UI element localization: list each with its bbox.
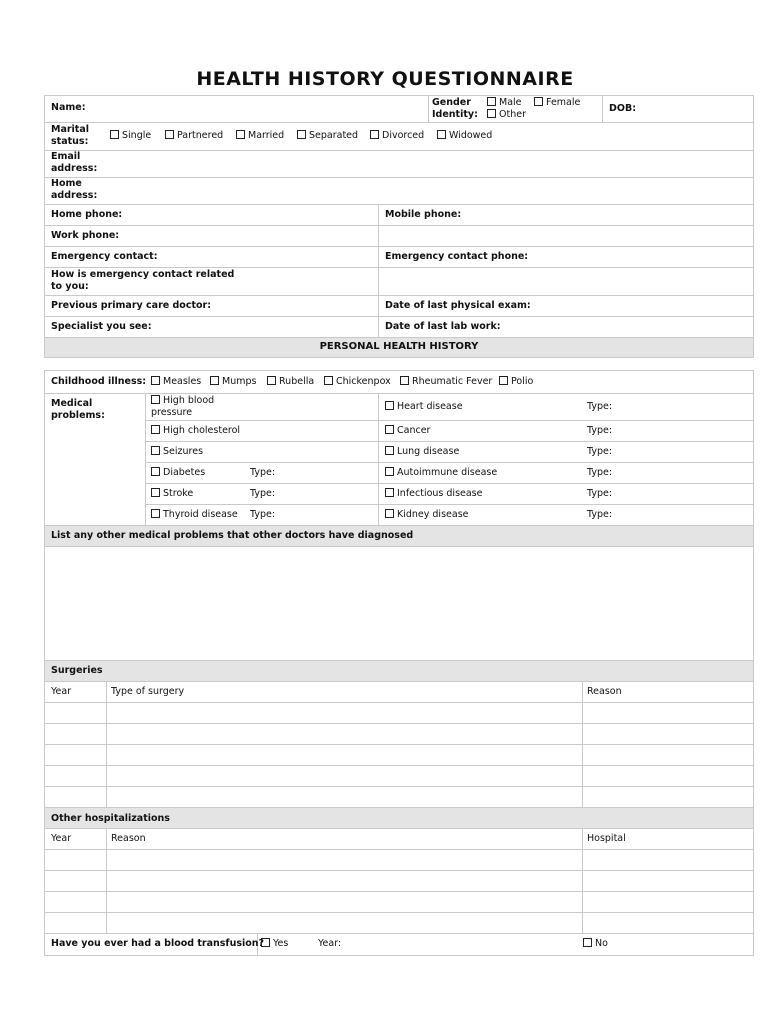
name-label: Name:: [51, 102, 86, 113]
checkbox-icon[interactable]: [151, 446, 160, 455]
childhood-option-rheumatic-fever[interactable]: Rheumatic Fever: [400, 376, 492, 388]
condition-high-blood-pressure-line2: pressure: [151, 407, 193, 418]
emergency-phone-label: Emergency contact phone:: [385, 251, 529, 262]
checkbox-icon[interactable]: [151, 509, 160, 518]
checkbox-icon[interactable]: [385, 467, 394, 476]
condition-cancer[interactable]: Cancer: [385, 425, 430, 437]
emergency-relation-label-2: to you:: [51, 281, 89, 292]
other-problems-label: List any other medical problems that other doctors have diagnosed: [51, 530, 414, 541]
checkbox-icon[interactable]: [165, 130, 174, 139]
kidney-type-label: Type:: [587, 509, 613, 520]
infectious-type-label: Type:: [587, 488, 613, 499]
condition-high-blood-pressure[interactable]: High blood: [151, 395, 214, 407]
surgeries-col-reason: Reason: [587, 686, 622, 697]
transfusion-year-label: Year:: [318, 938, 342, 949]
lung-type-label: Type:: [587, 446, 613, 457]
checkbox-icon[interactable]: [151, 395, 160, 404]
specialist-label: Specialist you see:: [51, 321, 152, 332]
condition-lung-disease[interactable]: Lung disease: [385, 446, 459, 458]
checkbox-icon[interactable]: [210, 376, 219, 385]
childhood-option-chickenpox[interactable]: Chickenpox: [324, 376, 391, 388]
condition-heart-disease[interactable]: Heart disease: [385, 401, 463, 413]
gender-option-male[interactable]: Male: [487, 97, 522, 109]
home-phone-label: Home phone:: [51, 209, 123, 220]
section-header: PERSONAL HEALTH HISTORY: [319, 341, 479, 352]
checkbox-icon[interactable]: [437, 130, 446, 139]
emergency-relation-label: How is emergency contact related: [51, 269, 235, 280]
medical-problems-label: Medical: [51, 398, 93, 409]
last-exam-label: Date of last physical exam:: [385, 300, 531, 311]
checkbox-icon[interactable]: [385, 509, 394, 518]
gender-option-female[interactable]: Female: [534, 97, 580, 109]
checkbox-icon[interactable]: [385, 425, 394, 434]
autoimmune-type-label: Type:: [587, 467, 613, 478]
checkbox-icon[interactable]: [487, 109, 496, 118]
childhood-option-measles[interactable]: Measles: [151, 376, 201, 388]
marital-option-single[interactable]: Single: [110, 130, 151, 142]
home-address-label-2: address:: [51, 190, 98, 201]
stroke-type-label: Type:: [250, 488, 276, 499]
marital-label: Marital: [51, 124, 90, 135]
primary-doctor-label: Previous primary care doctor:: [51, 300, 212, 311]
surgeries-label: Surgeries: [51, 665, 103, 676]
surgeries-col-type: Type of surgery: [111, 686, 185, 697]
checkbox-icon[interactable]: [324, 376, 333, 385]
marital-label-2: status:: [51, 136, 89, 147]
checkbox-icon[interactable]: [236, 130, 245, 139]
checkbox-icon[interactable]: [499, 376, 508, 385]
condition-thyroid-disease[interactable]: Thyroid disease: [151, 509, 238, 521]
checkbox-icon[interactable]: [534, 97, 543, 106]
checkbox-icon[interactable]: [385, 401, 394, 410]
hospitalizations-col-year: Year: [51, 833, 72, 844]
checkbox-icon[interactable]: [385, 446, 394, 455]
transfusion-option-yes[interactable]: Yes: [261, 938, 288, 950]
transfusion-label: Have you ever had a blood transfusion?: [51, 938, 265, 949]
checkbox-icon[interactable]: [370, 130, 379, 139]
other-problems-field[interactable]: [45, 547, 753, 660]
mobile-phone-label: Mobile phone:: [385, 209, 462, 220]
condition-high-cholesterol[interactable]: High cholesterol: [151, 425, 240, 437]
checkbox-icon[interactable]: [261, 938, 270, 947]
marital-option-married[interactable]: Married: [236, 130, 284, 142]
childhood-option-polio[interactable]: Polio: [499, 376, 533, 388]
page-title: HEALTH HISTORY QUESTIONNAIRE: [196, 68, 574, 90]
checkbox-icon[interactable]: [385, 488, 394, 497]
email-label: Email: [51, 151, 81, 162]
checkbox-icon[interactable]: [267, 376, 276, 385]
thyroid-type-label: Type:: [250, 509, 276, 520]
gender-label: Gender: [432, 97, 471, 108]
condition-stroke[interactable]: Stroke: [151, 488, 193, 500]
marital-option-partnered[interactable]: Partnered: [165, 130, 223, 142]
last-lab-label: Date of last lab work:: [385, 321, 501, 332]
checkbox-icon[interactable]: [151, 488, 160, 497]
diabetes-type-label: Type:: [250, 467, 276, 478]
home-address-label: Home: [51, 178, 82, 189]
childhood-option-mumps[interactable]: Mumps: [210, 376, 256, 388]
hospitalizations-label: Other hospitalizations: [51, 813, 170, 824]
dob-label: DOB:: [609, 103, 637, 114]
checkbox-icon[interactable]: [151, 425, 160, 434]
transfusion-option-no[interactable]: No: [583, 938, 608, 950]
childhood-option-rubella[interactable]: Rubella: [267, 376, 314, 388]
email-label-2: address:: [51, 163, 98, 174]
medical-problems-label-2: problems:: [51, 410, 105, 421]
condition-diabetes[interactable]: Diabetes: [151, 467, 205, 479]
checkbox-icon[interactable]: [400, 376, 409, 385]
condition-autoimmune-disease[interactable]: Autoimmune disease: [385, 467, 497, 479]
condition-kidney-disease[interactable]: Kidney disease: [385, 509, 469, 521]
marital-option-separated[interactable]: Separated: [297, 130, 358, 142]
checkbox-icon[interactable]: [487, 97, 496, 106]
condition-infectious-disease[interactable]: Infectious disease: [385, 488, 482, 500]
checkbox-icon[interactable]: [151, 467, 160, 476]
checkbox-icon[interactable]: [151, 376, 160, 385]
checkbox-icon[interactable]: [583, 938, 592, 947]
hospitalizations-col-hospital: Hospital: [587, 833, 626, 844]
checkbox-icon[interactable]: [297, 130, 306, 139]
work-phone-label: Work phone:: [51, 230, 120, 241]
marital-option-widowed[interactable]: Widowed: [437, 130, 492, 142]
surgeries-col-year: Year: [51, 686, 72, 697]
marital-option-divorced[interactable]: Divorced: [370, 130, 424, 142]
gender-option-other[interactable]: Other: [487, 109, 526, 121]
gender-label-2: Identity:: [432, 109, 478, 120]
checkbox-icon[interactable]: [110, 130, 119, 139]
heart-type-label: Type:: [587, 401, 613, 412]
emergency-contact-label: Emergency contact:: [51, 251, 158, 262]
cancer-type-label: Type:: [587, 425, 613, 436]
hospitalizations-col-reason: Reason: [111, 833, 146, 844]
condition-seizures[interactable]: Seizures: [151, 446, 203, 458]
childhood-illness-label: Childhood illness:: [51, 376, 147, 387]
